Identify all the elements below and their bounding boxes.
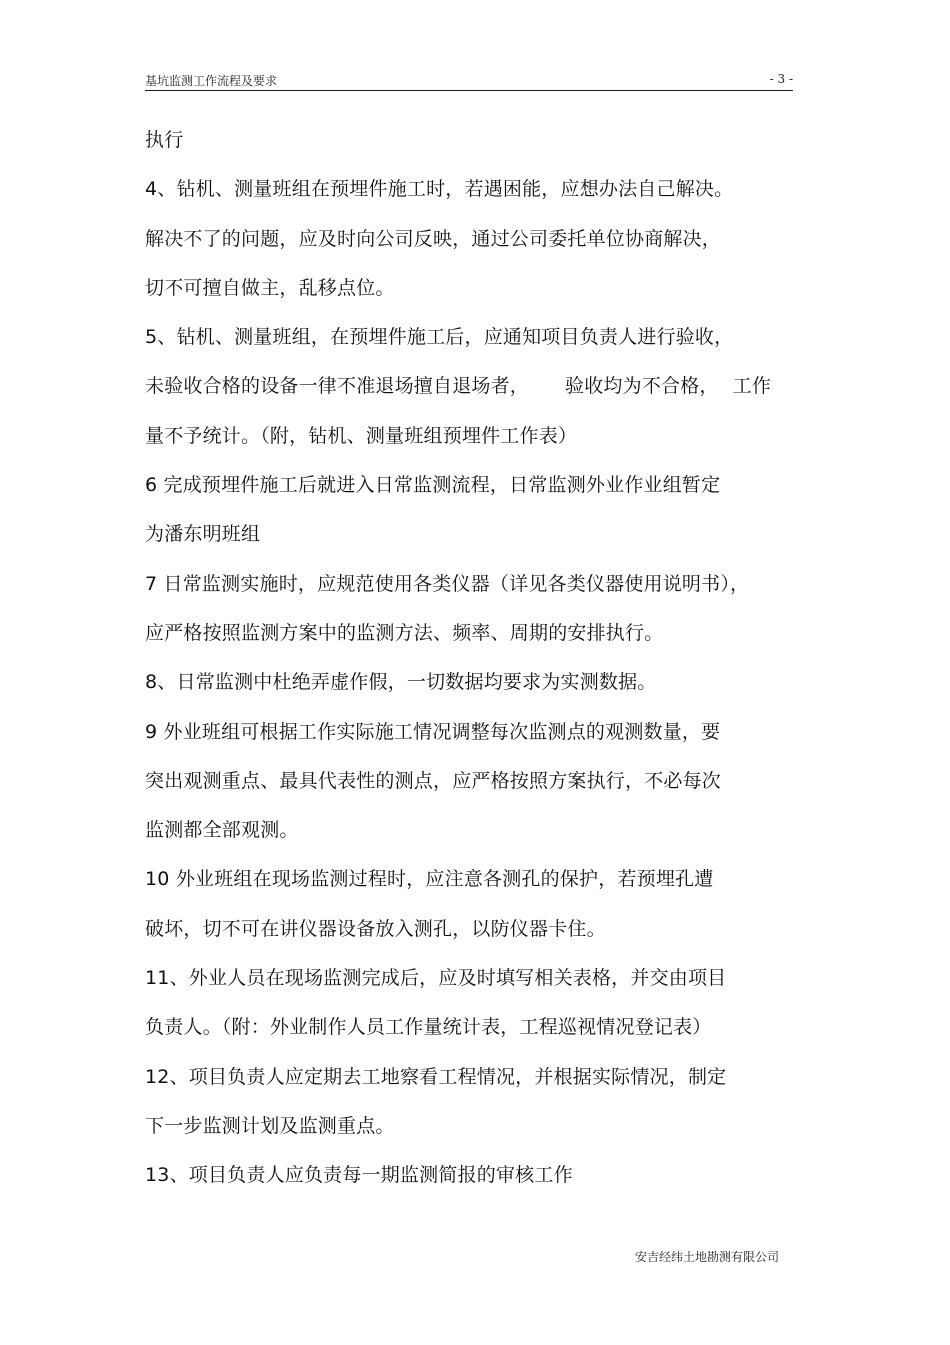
text-line: 负责人。（附：外业制作人员工作量统计表，工程巡视情况登记表） (145, 1016, 712, 1039)
document-body (145, 126, 825, 1211)
text-line: 切不可擅自做主，乱移点位。 (145, 276, 395, 299)
text-line-multi (145, 372, 825, 421)
footer-company: 安吉经纬土地勘测有限公司 (634, 1250, 779, 1264)
text-line: 10 外业班组在现场监测过程时，应注意各测孔的保护，若预埋孔遭 (145, 868, 714, 891)
text-line: 8、日常监测中杜绝弄虚作假，一切数据均要求为实测数据。 (145, 671, 657, 694)
page-header (145, 72, 793, 91)
text-line: 应严格按照监测方案中的监测方法、频率、周期的安排执行。 (145, 621, 664, 644)
text-line: 监测都全部观测。 (145, 819, 299, 842)
text-line: 5、钻机、测量班组，在预埋件施工后，应通知项目负责人进行验收， (145, 326, 734, 349)
text-line: 13、项目负责人应负责每一期监测简报的审核工作 (145, 1164, 573, 1187)
text-segment: 未验收合格的设备一律不准退场擅自退场者， (145, 375, 530, 398)
text-line: 4、钻机、测量班组在预埋件施工时，若遇困能，应想办法自己解决。 (145, 178, 734, 201)
text-line: 执行 (145, 129, 184, 151)
page-number: - 3 - (769, 72, 793, 86)
text-line: 解决不了的问题，应及时向公司反映，通过公司委托单位协商解决， (145, 227, 722, 250)
text-segment: 工作 (732, 375, 772, 398)
text-line: 9 外业班组可根据工作实际施工情况调整每次监测点的观测数量，要 (145, 720, 721, 743)
text-line: 量不予统计。（附，钻机、测量班组预埋件工作表） (145, 424, 578, 447)
text-line: 为潘东明班组 (145, 523, 261, 546)
text-line: 6 完成预埋件施工后就进入日常监测流程，日常监测外业作业组暂定 (145, 474, 721, 497)
text-line: 11、外业人员在现场监测完成后，应及时填写相关表格，并交由项目 (145, 967, 727, 990)
text-line: 突出观测重点、最具代表性的测点，应严格按照方案执行，不必每次 (145, 769, 722, 792)
text-line: 下一步监测计划及监测重点。 (145, 1114, 395, 1137)
text-segment: 验收均为不合格， (565, 375, 719, 398)
header-title: 基坑监测工作流程及要求 (145, 74, 278, 88)
text-line: 12、项目负责人应定期去工地察看工程情况，并根据实际情况，制定 (145, 1065, 727, 1088)
text-line: 破坏，切不可在讲仪器设备放入测孔，以防仪器卡住。 (145, 917, 606, 940)
text-line: 7 日常监测实施时，应规范使用各类仪器（详见各类仪器使用说明书）， (145, 572, 750, 595)
